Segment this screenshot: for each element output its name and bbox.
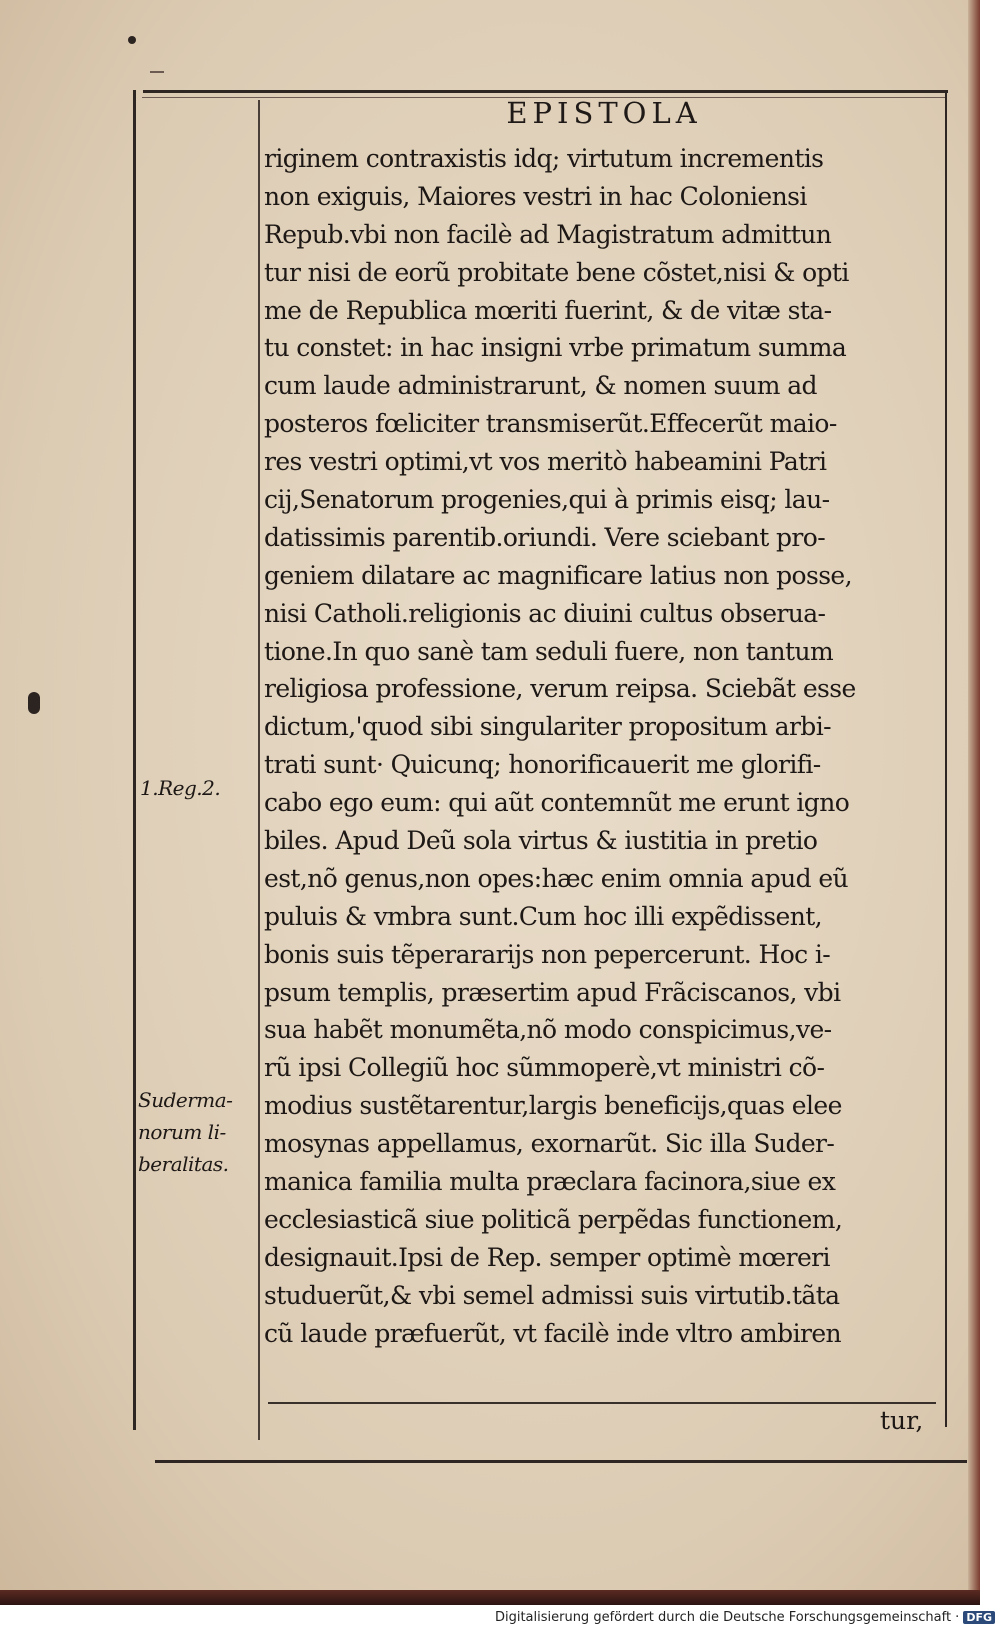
footer-text: Digitalisierung gefördert durch die Deutsche Forschungsgemeinschaft · bbox=[494, 1610, 960, 1625]
text-line: est,nõ genus,non opes:hæc enim omnia apud eũ bbox=[264, 863, 849, 893]
text-line: tione.In quo sanè tam seduli fuere, non tantum bbox=[264, 636, 834, 666]
margin-note bbox=[138, 1084, 232, 1180]
text-line: me de Republica mœriti fuerint, & de vitæ sta- bbox=[264, 295, 832, 325]
text-line: non exiguis, Maiores vestri in hac Coloniensi bbox=[264, 181, 807, 211]
text-line: trati sunt· Quicunq; honorificauerit me glorifi- bbox=[264, 750, 821, 780]
text-line: studuerũt,& vbi semel admissi suis virtutib.tãta bbox=[264, 1280, 840, 1310]
margin-note-line: beralitas. bbox=[138, 1152, 229, 1176]
catchword-rule bbox=[268, 1402, 936, 1404]
text-line: sua habẽt monumẽta,nõ modo conspicimus,ve- bbox=[264, 1015, 832, 1045]
text-line: ecclesiasticã siue politicã perpẽdas functionem, bbox=[264, 1204, 843, 1234]
text-line: tu constet: in hac insigni vrbe primatum summa bbox=[264, 333, 847, 363]
main-text bbox=[264, 140, 946, 1353]
text-line: res vestri optimi,vt vos meritò habeamini Patri bbox=[264, 447, 827, 477]
text-line: modius sustẽtarentur,largis beneficijs,quas elee bbox=[264, 1091, 842, 1121]
text-line: Repub.vbi non facilè ad Magistratum admittun bbox=[264, 219, 832, 249]
text-line: cij,Senatorum progenies,qui à primis eisq; lau- bbox=[264, 485, 830, 515]
margin-note-line: Suderma- bbox=[138, 1088, 233, 1112]
text-line: cum laude administrarunt, & nomen suum ad bbox=[264, 371, 817, 401]
text-line: bonis suis tẽperararijs non pepercerunt. Hoc i- bbox=[264, 939, 831, 969]
text-line: tur nisi de eorũ probitate bene cõstet,nisi & opti bbox=[264, 257, 849, 287]
text-line: riginem contraxistis idq; virtutum incrementis bbox=[264, 144, 824, 173]
margin-note-line: norum li- bbox=[138, 1120, 226, 1144]
text-line: datissimis parentib.oriundi. Vere sciebant pro- bbox=[264, 522, 826, 552]
page-edge bbox=[968, 0, 980, 1605]
frame-left-rule bbox=[133, 90, 136, 1430]
frame-bottom-rule bbox=[155, 1460, 967, 1463]
text-line: cabo ego eum: qui aũt contemnũt me erunt igno bbox=[264, 788, 850, 818]
text-line: puluis & vmbra sunt.Cum hoc illi expẽdissent, bbox=[264, 901, 822, 931]
text-line: nisi Catholi.religionis ac diuini cultus obserua- bbox=[264, 598, 826, 628]
page-bottom-edge bbox=[0, 1590, 980, 1605]
text-line: posteros fœliciter transmiserũt.Effecerũt maio- bbox=[264, 409, 837, 439]
ink-dot bbox=[128, 36, 136, 44]
text-line: designauit.Ipsi de Rep. semper optimè mœreri bbox=[264, 1242, 830, 1272]
binding-mark bbox=[28, 692, 40, 714]
catchword: tur, bbox=[880, 1406, 924, 1435]
text-line: dictum,'quod sibi singulariter propositum arbi- bbox=[264, 712, 831, 742]
digitization-footer bbox=[0, 1610, 995, 1625]
ink-mark bbox=[150, 71, 164, 73]
text-line: psum templis, præsertim apud Frãciscanos, vbi bbox=[264, 977, 841, 1007]
running-head: EPISTOLA bbox=[506, 96, 702, 130]
text-line: mosynas appellamus, exornarũt. Sic illa Suder- bbox=[264, 1129, 835, 1159]
margin-divider-rule bbox=[258, 100, 260, 1440]
dfg-logo: DFG bbox=[963, 1611, 995, 1624]
text-line: biles. Apud Deũ sola virtus & iustitia in pretio bbox=[264, 826, 818, 856]
text-line: religiosa professione, verum reipsa. Sciebãt esse bbox=[264, 674, 856, 704]
text-line: geniem dilatare ac magnificare latius non posse, bbox=[264, 560, 852, 590]
text-line: cũ laude præfuerũt, vt facilè inde vltro ambiren bbox=[264, 1318, 842, 1348]
text-line: manica familia multa præclara facinora,siue ex bbox=[264, 1167, 836, 1197]
margin-reference: 1.Reg.2. bbox=[140, 776, 221, 800]
text-line: rũ ipsi Collegiũ hoc sũmmoperè,vt ministri cõ- bbox=[264, 1053, 825, 1083]
frame-top-rule bbox=[143, 90, 948, 93]
